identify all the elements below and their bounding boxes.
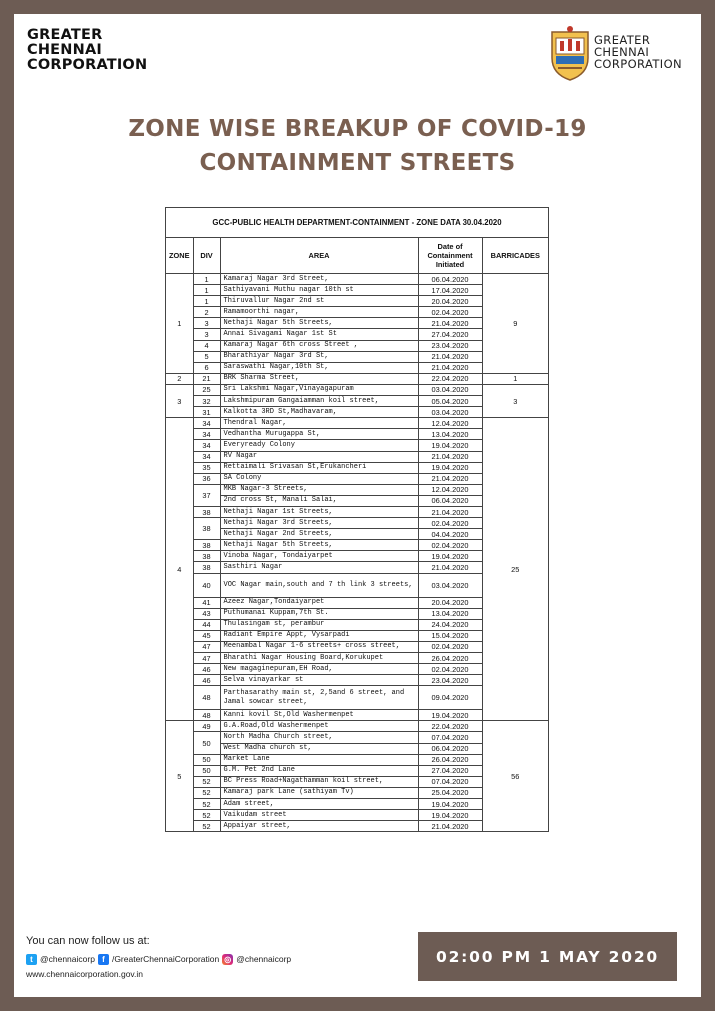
div-cell: 38 [193,518,220,540]
area-cell: BC Press Road+Nagathamman koil street, [220,776,418,787]
date-cell: 25.04.2020 [418,787,482,798]
date-cell: 26.04.2020 [418,754,482,765]
social-links [26,952,291,966]
corporation-emblem [548,24,592,82]
area-cell: SA Colony [220,473,418,484]
date-cell: 02.04.2020 [418,540,482,551]
area-cell: Bharathiyar Nagar 3rd St, [220,351,418,362]
date-cell: 04.04.2020 [418,529,482,540]
table-caption: GCC-PUBLIC HEALTH DEPARTMENT-CONTAINMENT - ZONE DATA 30.04.2020 [166,208,549,238]
logo-line: CHENNAI [27,42,102,58]
zone-cell: 3 [166,384,194,417]
table-row [166,274,549,285]
area-cell: Azeez Nagar,Tondaiyarpet [220,597,418,608]
datetime-banner: 02:00 PM 1 MAY 2020 [418,932,677,981]
date-cell: 02.04.2020 [418,518,482,529]
area-cell: Adam street, [220,799,418,810]
div-cell: 40 [193,573,220,597]
date-cell: 06.04.2020 [418,495,482,506]
logo-line: GREATER [594,33,651,47]
div-cell: 37 [193,484,220,506]
div-cell: 43 [193,608,220,619]
area-cell: Kamaraj Nagar 6th cross Street , [220,340,418,351]
date-cell: 13.04.2020 [418,608,482,619]
twitter-handle[interactable]: @chennaicorp [40,954,95,964]
poster [14,14,701,997]
div-cell: 38 [193,506,220,517]
div-cell: 35 [193,462,220,473]
date-cell: 12.04.2020 [418,484,482,495]
date-cell: 19.04.2020 [418,810,482,821]
div-cell: 2 [193,307,220,318]
zone-cell: 4 [166,418,194,721]
area-cell: BRK Sharma Street, [220,373,418,384]
area-cell: Parthasarathy main st, 2,5and 6 street, and Jamal sowcar street, [220,686,418,710]
website-link[interactable]: www.chennaicorporation.gov.in [26,969,144,979]
table-header-row [166,238,549,274]
date-cell: 17.04.2020 [418,285,482,296]
area-cell: Meenambal Nagar 1-6 streets+ cross street, [220,641,418,652]
column-header: ZONE [166,238,194,274]
area-cell: Sathiyavani Muthu nagar 10th st [220,285,418,296]
date-cell: 06.04.2020 [418,743,482,754]
date-cell: 12.04.2020 [418,418,482,429]
date-cell: 21.04.2020 [418,562,482,573]
div-cell: 52 [193,776,220,787]
zone-cell: 1 [166,274,194,374]
instagram-icon[interactable]: ◎ [222,954,233,965]
date-cell: 21.04.2020 [418,506,482,517]
table-row [166,418,549,429]
date-cell: 27.04.2020 [418,329,482,340]
date-cell: 03.04.2020 [418,573,482,597]
date-cell: 13.04.2020 [418,429,482,440]
div-cell: 49 [193,721,220,732]
div-cell: 21 [193,373,220,384]
area-cell: Nethaji Nagar 5th Streets, [220,540,418,551]
date-cell: 19.04.2020 [418,462,482,473]
div-cell: 32 [193,396,220,407]
area-cell: G.M. Pet 2nd Lane [220,765,418,776]
div-cell: 47 [193,653,220,664]
date-cell: 02.04.2020 [418,641,482,652]
logo-left [27,28,147,73]
date-cell: 06.04.2020 [418,274,482,285]
table-row [166,373,549,384]
date-cell: 24.04.2020 [418,619,482,630]
area-cell: Vedhantha Murugappa St, [220,429,418,440]
date-cell: 03.04.2020 [418,407,482,418]
table-caption-row [166,208,549,238]
barricades-cell: 3 [482,384,548,417]
div-cell: 38 [193,562,220,573]
date-cell: 05.04.2020 [418,396,482,407]
date-cell: 23.04.2020 [418,340,482,351]
follow-text: You can now follow us at: [26,935,150,947]
zone-cell: 2 [166,373,194,384]
twitter-icon[interactable]: t [26,954,37,965]
div-cell: 38 [193,551,220,562]
div-cell: 46 [193,664,220,675]
div-cell: 41 [193,597,220,608]
area-cell: New magaginepuram,EH Road, [220,664,418,675]
area-cell: Bharathi Nagar Housing Board,Korukupet [220,653,418,664]
date-cell: 07.04.2020 [418,732,482,743]
date-cell: 21.04.2020 [418,473,482,484]
area-cell: North Madha Church street, [220,732,418,743]
date-cell: 07.04.2020 [418,776,482,787]
facebook-icon[interactable]: f [98,954,109,965]
logo-line: GREATER [27,27,103,43]
area-cell: Kamaraj park Lane (sathiyam Tv) [220,787,418,798]
date-cell: 26.04.2020 [418,653,482,664]
div-cell: 38 [193,540,220,551]
date-cell: 21.04.2020 [418,362,482,373]
area-cell: RV Nagar [220,451,418,462]
div-cell: 34 [193,429,220,440]
date-cell: 21.04.2020 [418,351,482,362]
area-cell: Vinoba Nagar, Tondaiyarpet [220,551,418,562]
date-cell: 22.04.2020 [418,721,482,732]
page-title [14,112,701,180]
area-cell: Thiruvallur Nagar 2nd st [220,296,418,307]
date-cell: 03.04.2020 [418,384,482,395]
area-cell: Kamaraj Nagar 3rd Street, [220,274,418,285]
logo-right [594,34,682,70]
date-cell: 09.04.2020 [418,686,482,710]
logo-line: CORPORATION [27,57,148,73]
div-cell: 4 [193,340,220,351]
div-cell: 45 [193,630,220,641]
area-cell: 2nd cross St, Manali Salai, [220,495,418,506]
area-cell: Thendral Nagar, [220,418,418,429]
div-cell: 50 [193,765,220,776]
column-header: BARRICADES [482,238,548,274]
date-cell: 19.04.2020 [418,710,482,721]
barricades-cell: 1 [482,373,548,384]
logo-line: CORPORATION [594,57,683,71]
area-cell: Nethaji Nagar 1st Streets, [220,506,418,517]
facebook-handle[interactable]: /GreaterChennaiCorporation [111,954,220,964]
div-cell: 1 [193,285,220,296]
date-cell: 22.04.2020 [418,373,482,384]
area-cell: Vaikudam street [220,810,418,821]
area-cell: Selva vinayarkar st [220,675,418,686]
div-cell: 36 [193,473,220,484]
date-cell: 21.04.2020 [418,318,482,329]
zone-cell: 5 [166,721,194,832]
containment-table [165,207,549,832]
date-cell: 02.04.2020 [418,664,482,675]
date-cell: 21.04.2020 [418,821,482,832]
div-cell: 47 [193,641,220,652]
table-row [166,721,549,732]
column-header: DIV [193,238,220,274]
area-cell: MKB Nagar-3 Streets, [220,484,418,495]
div-cell: 48 [193,686,220,710]
date-cell: 15.04.2020 [418,630,482,641]
area-cell: Sasthiri Nagar [220,562,418,573]
barricades-cell: 9 [482,274,548,374]
table-row [166,384,549,395]
date-cell: 19.04.2020 [418,799,482,810]
area-cell: VOC Nagar main,south and 7 th link 3 streets, [220,573,418,597]
div-cell: 3 [193,318,220,329]
date-cell: 19.04.2020 [418,551,482,562]
div-cell: 6 [193,362,220,373]
date-cell: 21.04.2020 [418,451,482,462]
column-header: Date of Containment Initiated [418,238,482,274]
area-cell: Market Lane [220,754,418,765]
div-cell: 5 [193,351,220,362]
area-cell: Kanni kovil St,Old Washermenpet [220,710,418,721]
area-cell: Appaiyar street, [220,821,418,832]
div-cell: 1 [193,274,220,285]
area-cell: Rettaimali Srivasan St,Erukancheri [220,462,418,473]
div-cell: 52 [193,821,220,832]
area-cell: Saraswathi Nagar,10th St, [220,362,418,373]
div-cell: 50 [193,754,220,765]
div-cell: 50 [193,732,220,754]
area-cell: Radiant Empire Appt, Vysarpadi [220,630,418,641]
div-cell: 34 [193,451,220,462]
div-cell: 52 [193,799,220,810]
div-cell: 52 [193,787,220,798]
instagram-handle[interactable]: @chennaicorp [236,954,292,964]
div-cell: 52 [193,810,220,821]
date-cell: 20.04.2020 [418,597,482,608]
column-header: AREA [220,238,418,274]
div-cell: 46 [193,675,220,686]
area-cell: Kalkotta 3RD St,Madhavaram, [220,407,418,418]
area-cell: Nethaji Nagar 3rd Streets, [220,518,418,529]
barricades-cell: 56 [482,721,548,832]
div-cell: 25 [193,384,220,395]
div-cell: 34 [193,440,220,451]
logo-line: CHENNAI [594,45,650,59]
date-cell: 02.04.2020 [418,307,482,318]
title-line: ZONE WISE BREAKUP OF COVID-19 [128,116,587,142]
div-cell: 34 [193,418,220,429]
div-cell: 3 [193,329,220,340]
area-cell: Annai Sivagami Nagar 1st St [220,329,418,340]
area-cell: Nethaji Nagar 5th Streets, [220,318,418,329]
div-cell: 48 [193,710,220,721]
barricades-cell: 25 [482,418,548,721]
area-cell: West Madha church st, [220,743,418,754]
title-line: CONTAINMENT STREETS [199,150,516,176]
area-cell: Ramamoorthi nagar, [220,307,418,318]
div-cell: 1 [193,296,220,307]
date-cell: 20.04.2020 [418,296,482,307]
div-cell: 44 [193,619,220,630]
area-cell: Thulasingam st, perambur [220,619,418,630]
area-cell: Sri Lakshmi Nagar,Vinayagapuram [220,384,418,395]
div-cell: 31 [193,407,220,418]
date-cell: 19.04.2020 [418,440,482,451]
date-cell: 27.04.2020 [418,765,482,776]
area-cell: G.A.Road,Old Washermenpet [220,721,418,732]
area-cell: Lakshmipuram Gangaiamman koil street, [220,396,418,407]
date-cell: 23.04.2020 [418,675,482,686]
area-cell: Everyready Colony [220,440,418,451]
area-cell: Puthumanai Kuppam,7th St. [220,608,418,619]
area-cell: Nethaji Nagar 2nd Streets, [220,529,418,540]
